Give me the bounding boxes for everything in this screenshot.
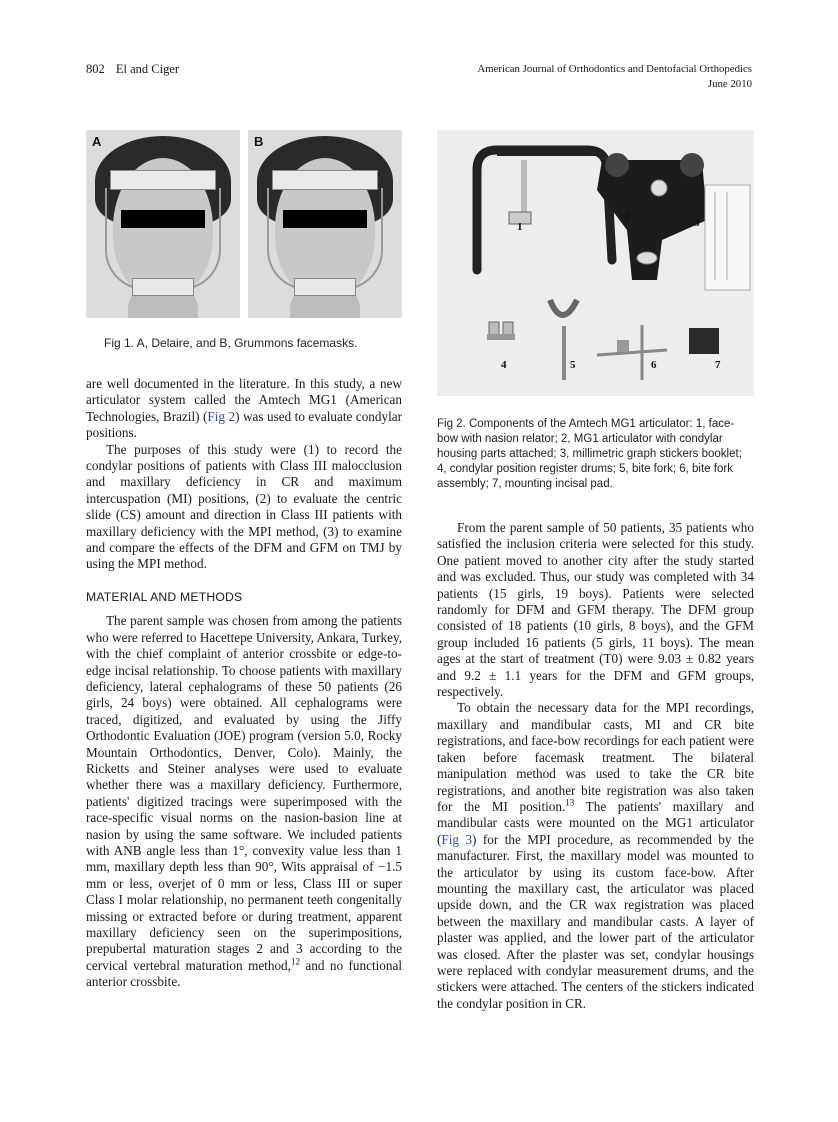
fig2-label-2: 2 [624, 211, 630, 223]
articulator-components-illustration [437, 130, 754, 396]
figure-2 [437, 130, 754, 396]
text-run: The patients' maxillary and mandibular casts were mounted on the MG1 articulator ( [437, 798, 755, 847]
face-bow-shape [477, 150, 612, 270]
figure-2-caption: Fig 2. Components of the Amtech MG1 articulator: 1, face-bow with nasion relator; 2, MG1 articulator with condylar housing parts attached; 3, millimetric graph stickers booklet; 4, condylar position register drums; 5, bite fork; 6, bite fork assembly; 7, mounting incisal pad. [437, 418, 742, 490]
chin-cup [294, 278, 356, 296]
eye-censor-bar [121, 210, 205, 228]
assembly-clamp [617, 340, 629, 352]
running-header-left [86, 62, 179, 77]
panel-label-a: A [92, 134, 102, 149]
paragraph-intro [86, 376, 402, 442]
left-column [86, 376, 402, 991]
fig2-label-4: 4 [501, 359, 507, 371]
fig2-label-1: 1 [517, 221, 523, 233]
bite-fork-head [550, 300, 577, 315]
panel-label-b: B [254, 134, 264, 149]
fig2-label-3: 3 [694, 217, 700, 229]
fig2-label-5: 5 [570, 359, 576, 371]
right-column [437, 520, 754, 1012]
facemask-photo-b [248, 130, 402, 318]
condylar-housing-right [680, 153, 704, 177]
text-run: are well documented in the literature. In this study, a new articulator system called the Amtech MG1 (American Technologies, Brazil) ( [86, 376, 402, 424]
section-heading: MATERIAL AND METHODS [86, 589, 243, 604]
fig3-link[interactable]: Fig 3 [441, 831, 473, 847]
text-run: ) was used to evaluate condylar positions. [86, 408, 402, 441]
fig2-label-7: 7 [715, 359, 721, 371]
incisal-pad [689, 328, 719, 354]
page-number: 802 [86, 62, 105, 76]
figure-1 [86, 130, 402, 320]
register-drum-right [503, 322, 513, 336]
journal-name: American Journal of Orthodontics and Dentofacial Orthopedics [477, 63, 752, 75]
text-run: The parent sample was chosen from among the patients who were referred to Hacettepe University, Ankara, Turkey, with the chief complaint of anterior crossbite or edge-to-edge incisal relationship. To choose patients with maxillary deficiency, lateral cephalograms of these 50 patients (26 girls, 24 boys) were obtained. All cephalograms were traced, digitized, and evaluated by using the Jiffy Orthodontic Evaluation (JOE) program (version 5.0, Rocky Mountain Orthodontics, Denver, Colo). Mainly, the Ricketts and Steiner analyses were used to evaluate whether there was a maxillary deficiency. Furthermore, patients' digitized tracings were superimposed with the race-specific visual norms on the nasion-basion line at nasion by using the same software. We included patients with ANB angle less than 1°, convexity value less than 1 mm, maxillary depth less than 90°, Wits appraisal of −1.5 mm or less, overjet of 0 mm or less, Class III or super Class I molar relationship, no permanent teeth congenitally missing or extracted before or during treatment, apparent maxillary deficiency seen on the superimpositions, prepubertal maturation stages 2 and 3 according to the cervical vertebral maturation method, [86, 613, 402, 973]
drum-base [487, 334, 515, 340]
text-run: and no functional anterior crossbite. [86, 957, 402, 990]
articulator-knob [651, 180, 667, 196]
forehead-pad [110, 170, 216, 190]
paragraph-methods [86, 613, 402, 990]
text-run: ) for the MPI procedure, as recommended by the manufacturer. First, the maxillary model was mounted to the articulator by using its custom face-bow. After mounting the maxillary cast, the articulator was placed upside down, and the CR wax registration was placed between the maxillary and mandibular casts. A layer of plaster was applied, and the lower part of the articulator was closed. After the plaster was set, condylar housings were replaced with condylar measurement drums, and the stickers were attached. The centers of the stickers indicated the condylar position in CR. [437, 831, 754, 1011]
nasion-relator [521, 160, 527, 218]
issue-date: June 2010 [707, 78, 752, 90]
figure-1-caption: Fig 1. A, Delaire, and B, Grummons facemasks. [104, 336, 358, 350]
chin-cup [132, 278, 194, 296]
incisal-pin-knob [637, 252, 657, 264]
paragraph-procedure [437, 700, 754, 1012]
authors: El and Ciger [115, 62, 180, 76]
reference-12[interactable]: 12 [290, 956, 300, 967]
fig2-link[interactable]: Fig 2 [207, 408, 236, 424]
paragraph-purposes: The purposes of this study were (1) to record the condylar positions of patients with Class III malocclusion and maxillary deficiency in CR and maximum intercuspation (MI) positions, (2) to evaluate the centric slide (CS) amount and direction in Class III patients with maxillary deficiency with the MPI method, (3) to examine and compare the effects of the DFM and GFM on TMJ by using the MPI method. [86, 441, 402, 572]
forehead-pad [272, 170, 378, 190]
paragraph-sample: From the parent sample of 50 patients, 35 patients who satisfied the inclusion criteria were selected for this study. One patient moved to another city after the study started and was excluded. Thus, our study was completed with 34 patients (15 girls, 19 boys). Patients were selected randomly for DFM and GFM therapy. The DFM group consisted of 18 patients (10 girls, 8 boys), and the GFM group included 16 patients (5 girls, 11 boys). The mean ages at the start of treatment (T0) were 9.03 ± 0.82 years and 9.2 ± 1.1 years for the DFM and GFM groups, respectively. [437, 520, 754, 700]
running-header-right [477, 62, 752, 92]
assembly-rod [597, 350, 667, 355]
text-run: To obtain the necessary data for the MPI recordings, maxillary and mandibular casts, MI and CR bite registrations, and face-bow recordings for each patient were taken before facemask treatment. The bilateral manipulation method was used to take the CR bite registrations, and another bite registration was also taken for the MI position. [437, 700, 754, 814]
register-drum-left [489, 322, 499, 336]
facemask-frame [267, 188, 383, 290]
condylar-housing-left [605, 153, 629, 177]
face-bow-bar [497, 148, 597, 156]
facemask-frame [105, 188, 221, 290]
eye-censor-bar [283, 210, 367, 228]
fig2-label-6: 6 [651, 359, 657, 371]
reference-13[interactable]: 13 [565, 797, 575, 808]
facemask-photo-a [86, 130, 240, 318]
